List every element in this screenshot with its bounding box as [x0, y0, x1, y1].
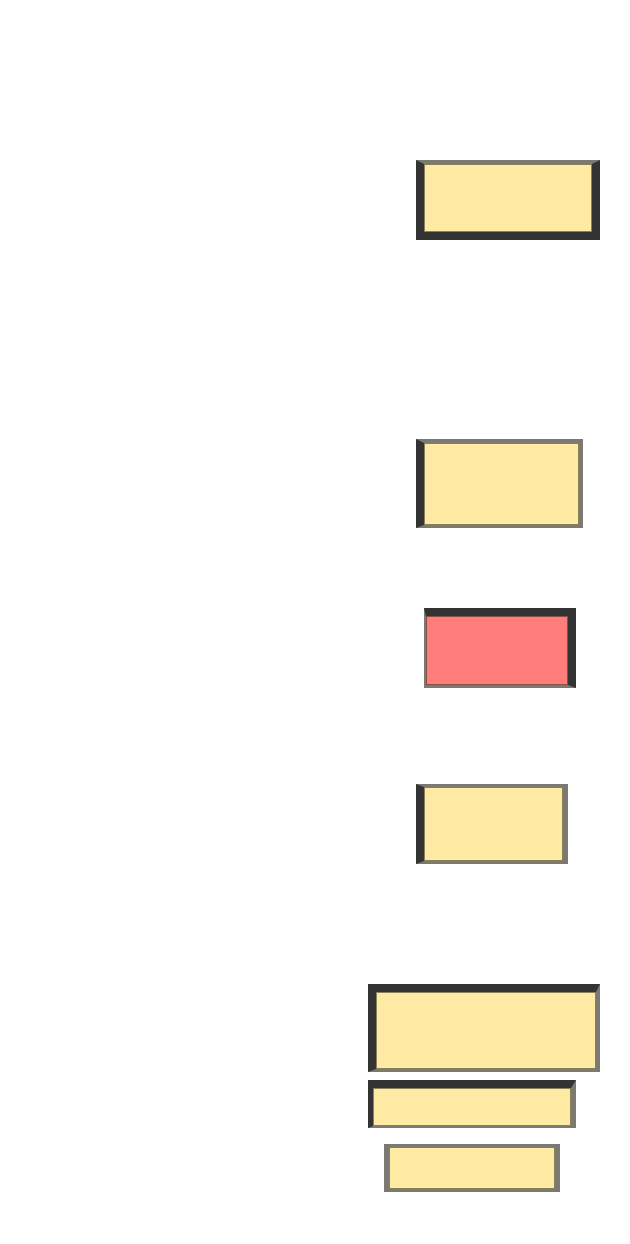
box-inner-line [424, 164, 592, 232]
yellow-box-2 [416, 439, 583, 528]
yellow-box-4 [368, 984, 600, 1072]
red-box [424, 608, 576, 688]
box-inner-line [373, 1088, 571, 1126]
box-inner-line [389, 1147, 555, 1189]
yellow-box-1 [416, 160, 600, 240]
box-inner-line [424, 443, 579, 525]
box-inner-line [424, 787, 563, 861]
box-inner-line [426, 616, 568, 685]
yellow-box-5 [368, 1080, 576, 1128]
box-inner-line [376, 992, 596, 1069]
yellow-box-6 [384, 1144, 560, 1192]
yellow-box-3 [416, 784, 568, 864]
